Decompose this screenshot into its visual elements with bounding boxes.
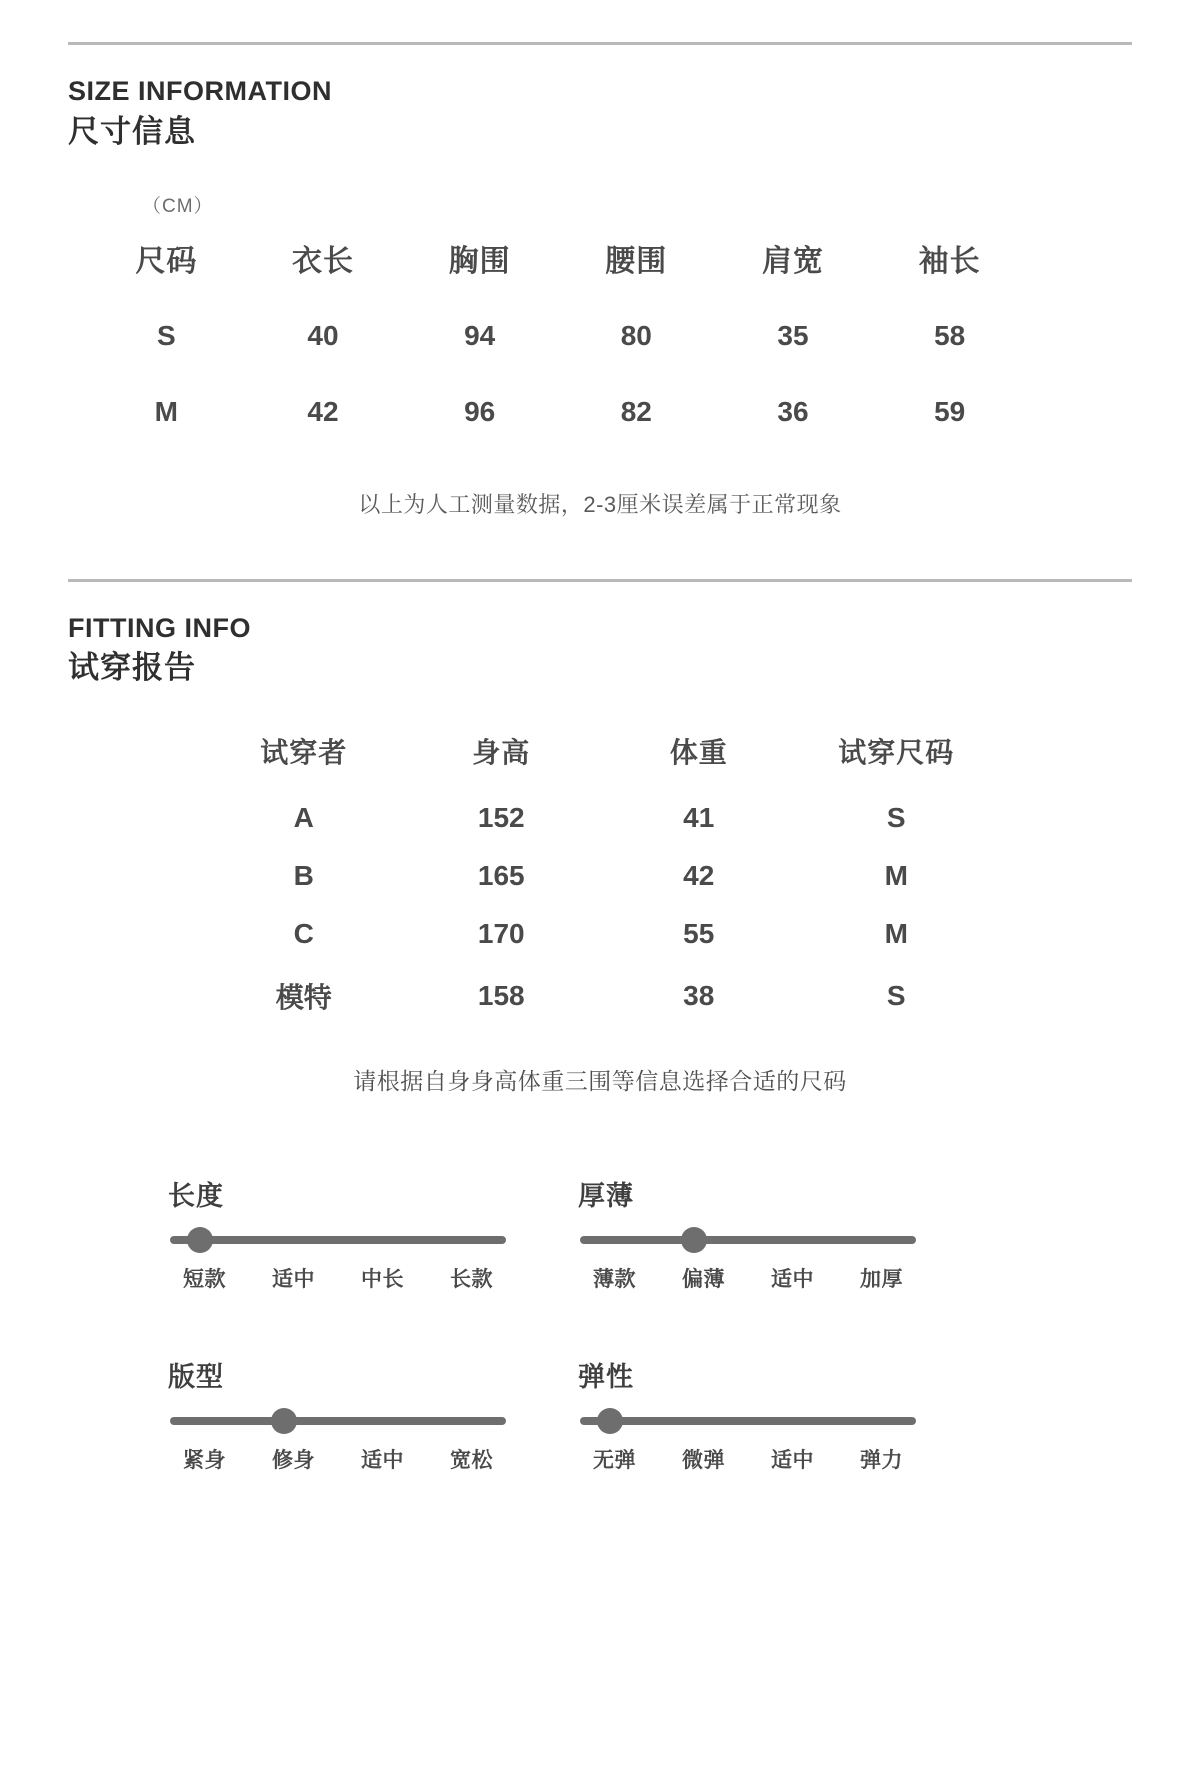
slider-tick-label: 偏薄 [682, 1267, 725, 1291]
slider-tick-label: 弹力 [860, 1448, 903, 1472]
fitting-cell: 42 [683, 859, 715, 891]
size-cell: 94 [464, 319, 496, 351]
slider-knob[interactable] [187, 1227, 213, 1253]
size-col-header: 衣长 [291, 244, 354, 278]
size-cell: 40 [307, 319, 339, 351]
slider-elasticity [578, 1355, 988, 1474]
slider-ticks [570, 1444, 926, 1474]
fitting-cell: 170 [477, 917, 525, 949]
slider-track-wrap[interactable] [580, 1408, 916, 1434]
slider-track [170, 1236, 506, 1244]
slider-title: 长度 [168, 1180, 224, 1211]
fitting-col-header: 体重 [669, 736, 728, 768]
size-table [88, 226, 1028, 450]
fitting-cell: M [884, 917, 908, 949]
size-col-header: 腰围 [605, 244, 668, 278]
slider-tick-label: 宽松 [450, 1448, 493, 1472]
fitting-col-header: 试穿者 [260, 736, 348, 768]
fitting-cell: 158 [477, 979, 525, 1011]
table-row [205, 905, 995, 963]
fitting-cell: A [293, 801, 314, 833]
fitting-cell: B [293, 859, 314, 891]
fitting-cell: 55 [683, 917, 715, 949]
fitting-col-header: 试穿尺码 [838, 736, 955, 768]
slider-tick-label: 适中 [361, 1448, 404, 1472]
fitting-cell: C [293, 917, 314, 949]
size-section-title-en: SIZE INFORMATION [68, 76, 332, 106]
fitting-cell: S [886, 801, 906, 833]
slider-knob[interactable] [597, 1408, 623, 1434]
size-and-fitting-page [0, 42, 1200, 1773]
size-cell: S [156, 319, 176, 351]
fitting-cell: 152 [477, 801, 525, 833]
slider-track [580, 1417, 916, 1425]
slider-track-wrap[interactable] [170, 1227, 506, 1253]
fitting-cell: M [884, 859, 908, 891]
table-row [205, 847, 995, 905]
fitting-cell: 41 [683, 801, 715, 833]
fitting-cell: 模特 [275, 981, 332, 1013]
slider-tick-label: 加厚 [860, 1267, 903, 1291]
attribute-sliders [68, 1174, 1132, 1536]
size-section-title-cn: 尺寸信息 [68, 113, 196, 149]
slider-knob[interactable] [681, 1227, 707, 1253]
fitting-cell: 165 [477, 859, 525, 891]
fitting-table-header-row [205, 730, 995, 789]
table-row [88, 298, 1028, 374]
fitting-choose-note: 请根据自身身高体重三围等信息选择合适的尺码 [353, 1067, 847, 1094]
size-table-header-row [88, 226, 1028, 298]
size-col-header: 袖长 [918, 244, 981, 278]
slider-tick-label: 适中 [771, 1448, 814, 1472]
fitting-col-header: 身高 [472, 736, 531, 768]
slider-tick-label: 薄款 [593, 1267, 636, 1291]
slider-tick-label: 中长 [361, 1267, 404, 1291]
slider-length [168, 1174, 578, 1293]
size-cell: 35 [777, 319, 809, 351]
size-cell: 80 [620, 319, 652, 351]
slider-tick-label: 修身 [272, 1448, 315, 1472]
size-cell: 82 [620, 395, 652, 427]
table-row [205, 963, 995, 1029]
size-col-header: 尺码 [135, 244, 198, 278]
slider-tick-label: 短款 [183, 1267, 226, 1291]
fitting-cell: 38 [683, 979, 715, 1011]
table-row [205, 789, 995, 847]
fitting-cell: S [886, 979, 906, 1011]
slider-ticks [570, 1263, 926, 1293]
slider-tick-label: 紧身 [183, 1448, 226, 1472]
slider-track [170, 1417, 506, 1425]
slider-track [580, 1236, 916, 1244]
fitting-section-title-cn: 试穿报告 [68, 650, 196, 686]
size-col-header: 肩宽 [761, 244, 824, 278]
size-cell: 96 [464, 395, 496, 427]
slider-ticks [160, 1444, 516, 1474]
size-unit-label: （CM） [142, 195, 214, 217]
slider-title: 厚薄 [578, 1180, 634, 1211]
slider-tick-label: 无弹 [593, 1448, 636, 1472]
slider-thickness [578, 1174, 988, 1293]
slider-tick-label: 微弹 [682, 1448, 725, 1472]
slider-tick-label: 适中 [272, 1267, 315, 1291]
slider-track-wrap[interactable] [580, 1227, 916, 1253]
size-measure-note: 以上为人工测量数据，2-3厘米误差属于正常现象 [358, 491, 842, 517]
size-cell: 36 [777, 395, 809, 427]
table-row [88, 374, 1028, 450]
slider-title: 版型 [168, 1361, 224, 1392]
slider-track-wrap[interactable] [170, 1408, 506, 1434]
slider-knob[interactable] [271, 1408, 297, 1434]
middle-divider [68, 579, 1132, 582]
size-col-header: 胸围 [448, 244, 511, 278]
slider-title: 弹性 [578, 1361, 634, 1392]
fitting-section-title-en: FITTING INFO [68, 612, 251, 643]
size-cell: 59 [934, 395, 966, 427]
fitting-table [205, 730, 995, 1029]
slider-fit [168, 1355, 578, 1474]
slider-ticks [160, 1263, 516, 1293]
slider-tick-label: 适中 [771, 1267, 814, 1291]
size-cell: 42 [307, 395, 339, 427]
size-cell: 58 [934, 319, 966, 351]
size-section-header [68, 77, 1132, 149]
slider-tick-label: 长款 [450, 1267, 493, 1291]
fitting-section-header [68, 614, 1132, 686]
size-cell: M [154, 395, 178, 427]
top-divider [68, 42, 1132, 45]
